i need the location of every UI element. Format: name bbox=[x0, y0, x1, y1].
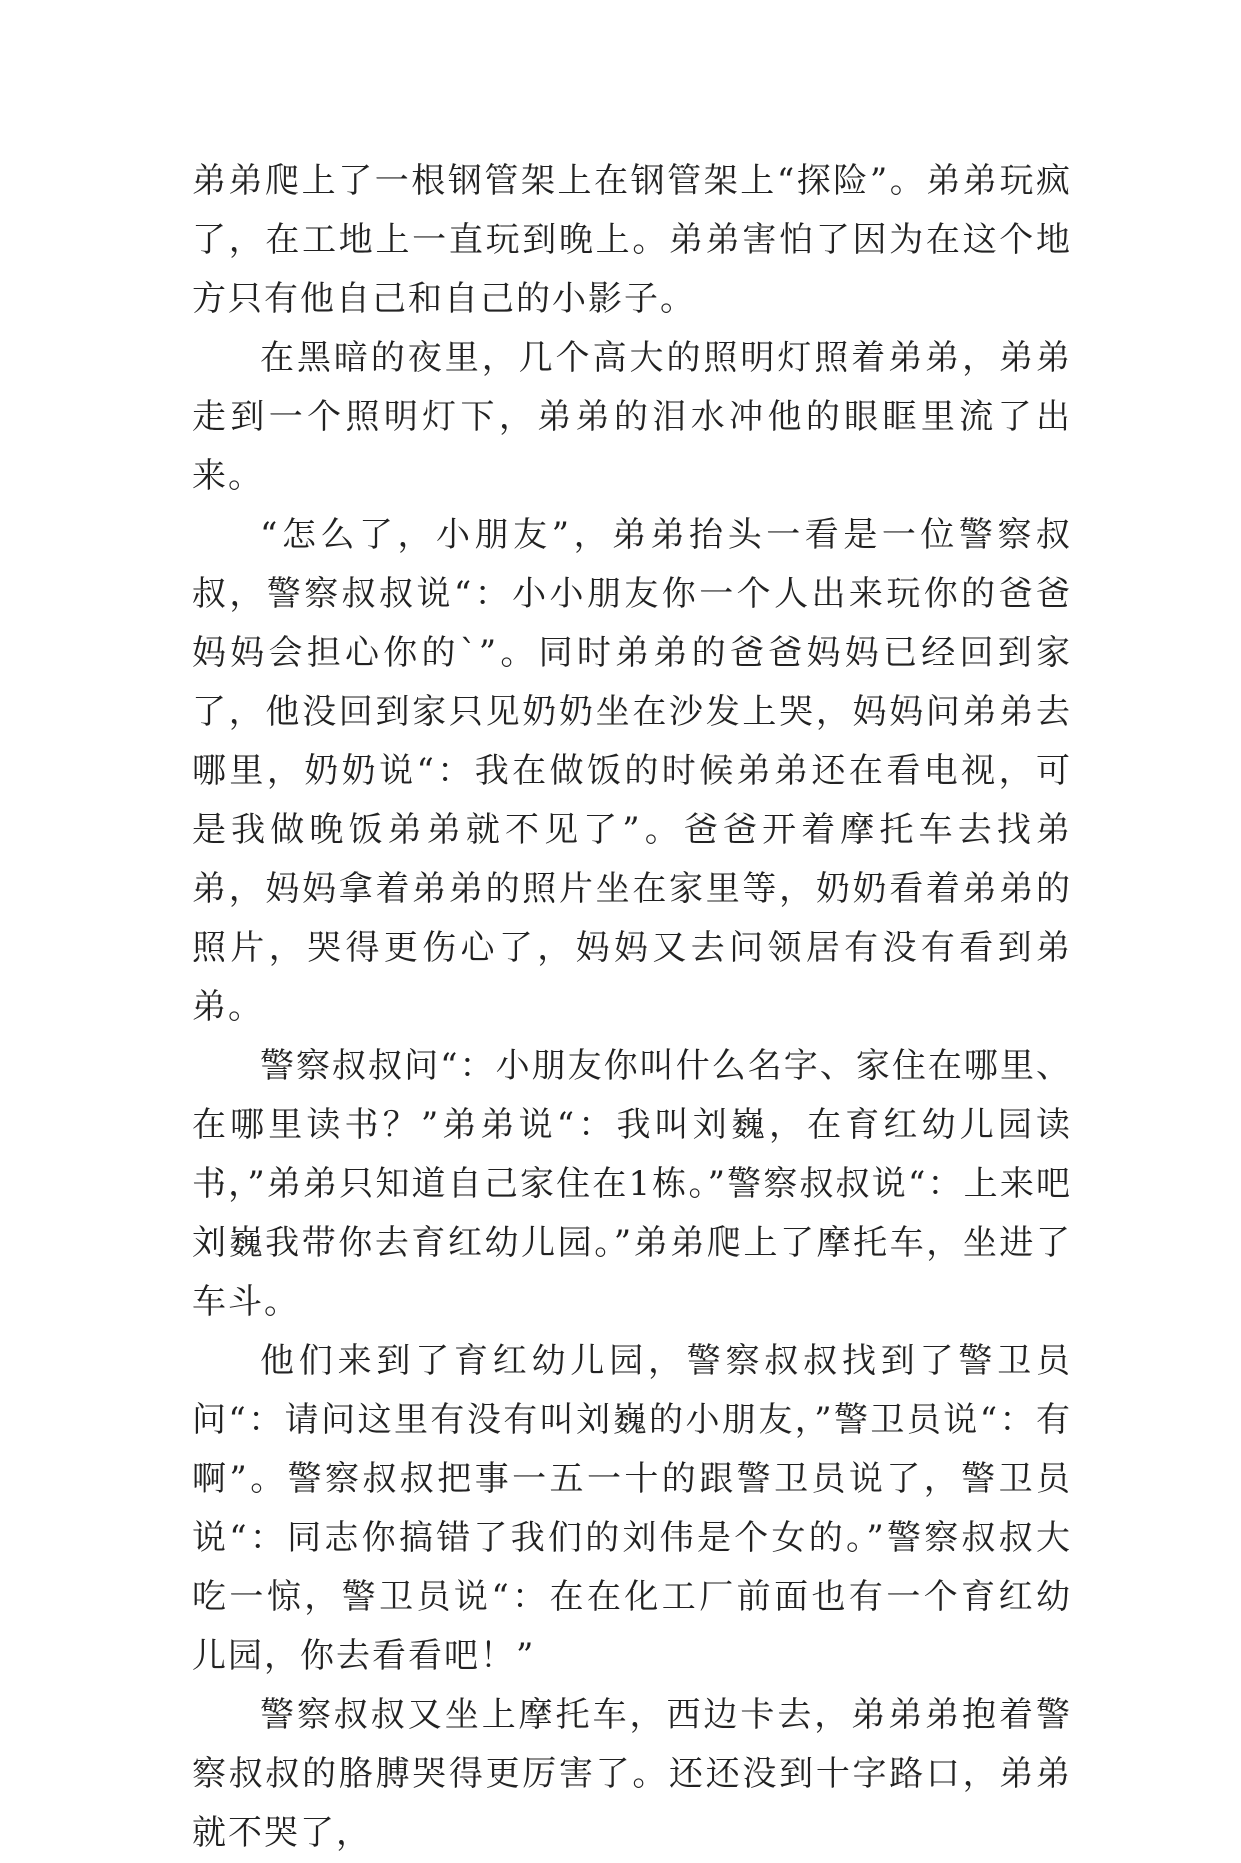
paragraph-2: 在黑暗的夜里，几个高大的照明灯照着弟弟，弟弟走到一个照明灯下，弟弟的泪水冲他的眼眶里流了出来。 bbox=[192, 338, 1072, 496]
document-body bbox=[192, 152, 1072, 1863]
paragraph-3: “怎么了，小朋友”，弟弟抬头一看是一位警察叔叔，警察叔叔说“：小小朋友你一个人出来玩你的爸爸妈妈会担心你的`”。同时弟弟的爸爸妈妈已经回到家了，他没回到家只见奶奶坐在沙发上哭，妈妈问弟弟去哪里，奶奶说“：我在做饭的时候弟弟还在看电视，可是我做晚饭弟弟就不见了”。爸爸开着摩托车去找弟弟，妈妈拿着弟弟的照片坐在家里等，奶奶看着弟弟的照片，哭得更伤心了，妈妈又去问领居有没有看到弟弟。 bbox=[192, 515, 1072, 1027]
paragraph-4: 警察叔叔问“：小朋友你叫什么名字、家住在哪里、在哪里读书？”弟弟说“：我叫刘巍，在育红幼儿园读书，”弟弟只知道自己家住在1栋。”警察叔叔说“：上来吧刘巍我带你去育红幼儿园。”弟弟爬上了摩托车，坐进了车斗。 bbox=[192, 1046, 1072, 1322]
paragraph-5: 他们来到了育红幼儿园，警察叔叔找到了警卫员问“：请问这里有没有叫刘巍的小朋友，”警卫员说“：有啊”。警察叔叔把事一五一十的跟警卫员说了，警卫员说“：同志你搞错了我们的刘伟是个女的。”警察叔叔大吃一惊，警卫员说“：在在化工厂前面也有一个育红幼儿园，你去看看吧！” bbox=[192, 1341, 1072, 1676]
paragraph-1: 弟弟爬上了一根钢管架上在钢管架上“探险”。弟弟玩疯了，在工地上一直玩到晚上。弟弟害怕了因为在这个地方只有他自己和自己的小影子。 bbox=[192, 161, 1072, 319]
paragraph-6: 警察叔叔又坐上摩托车，西边卡去，弟弟弟抱着警察叔叔的胳膊哭得更厉害了。还还没到十字路口，弟弟就不哭了， bbox=[192, 1695, 1072, 1853]
